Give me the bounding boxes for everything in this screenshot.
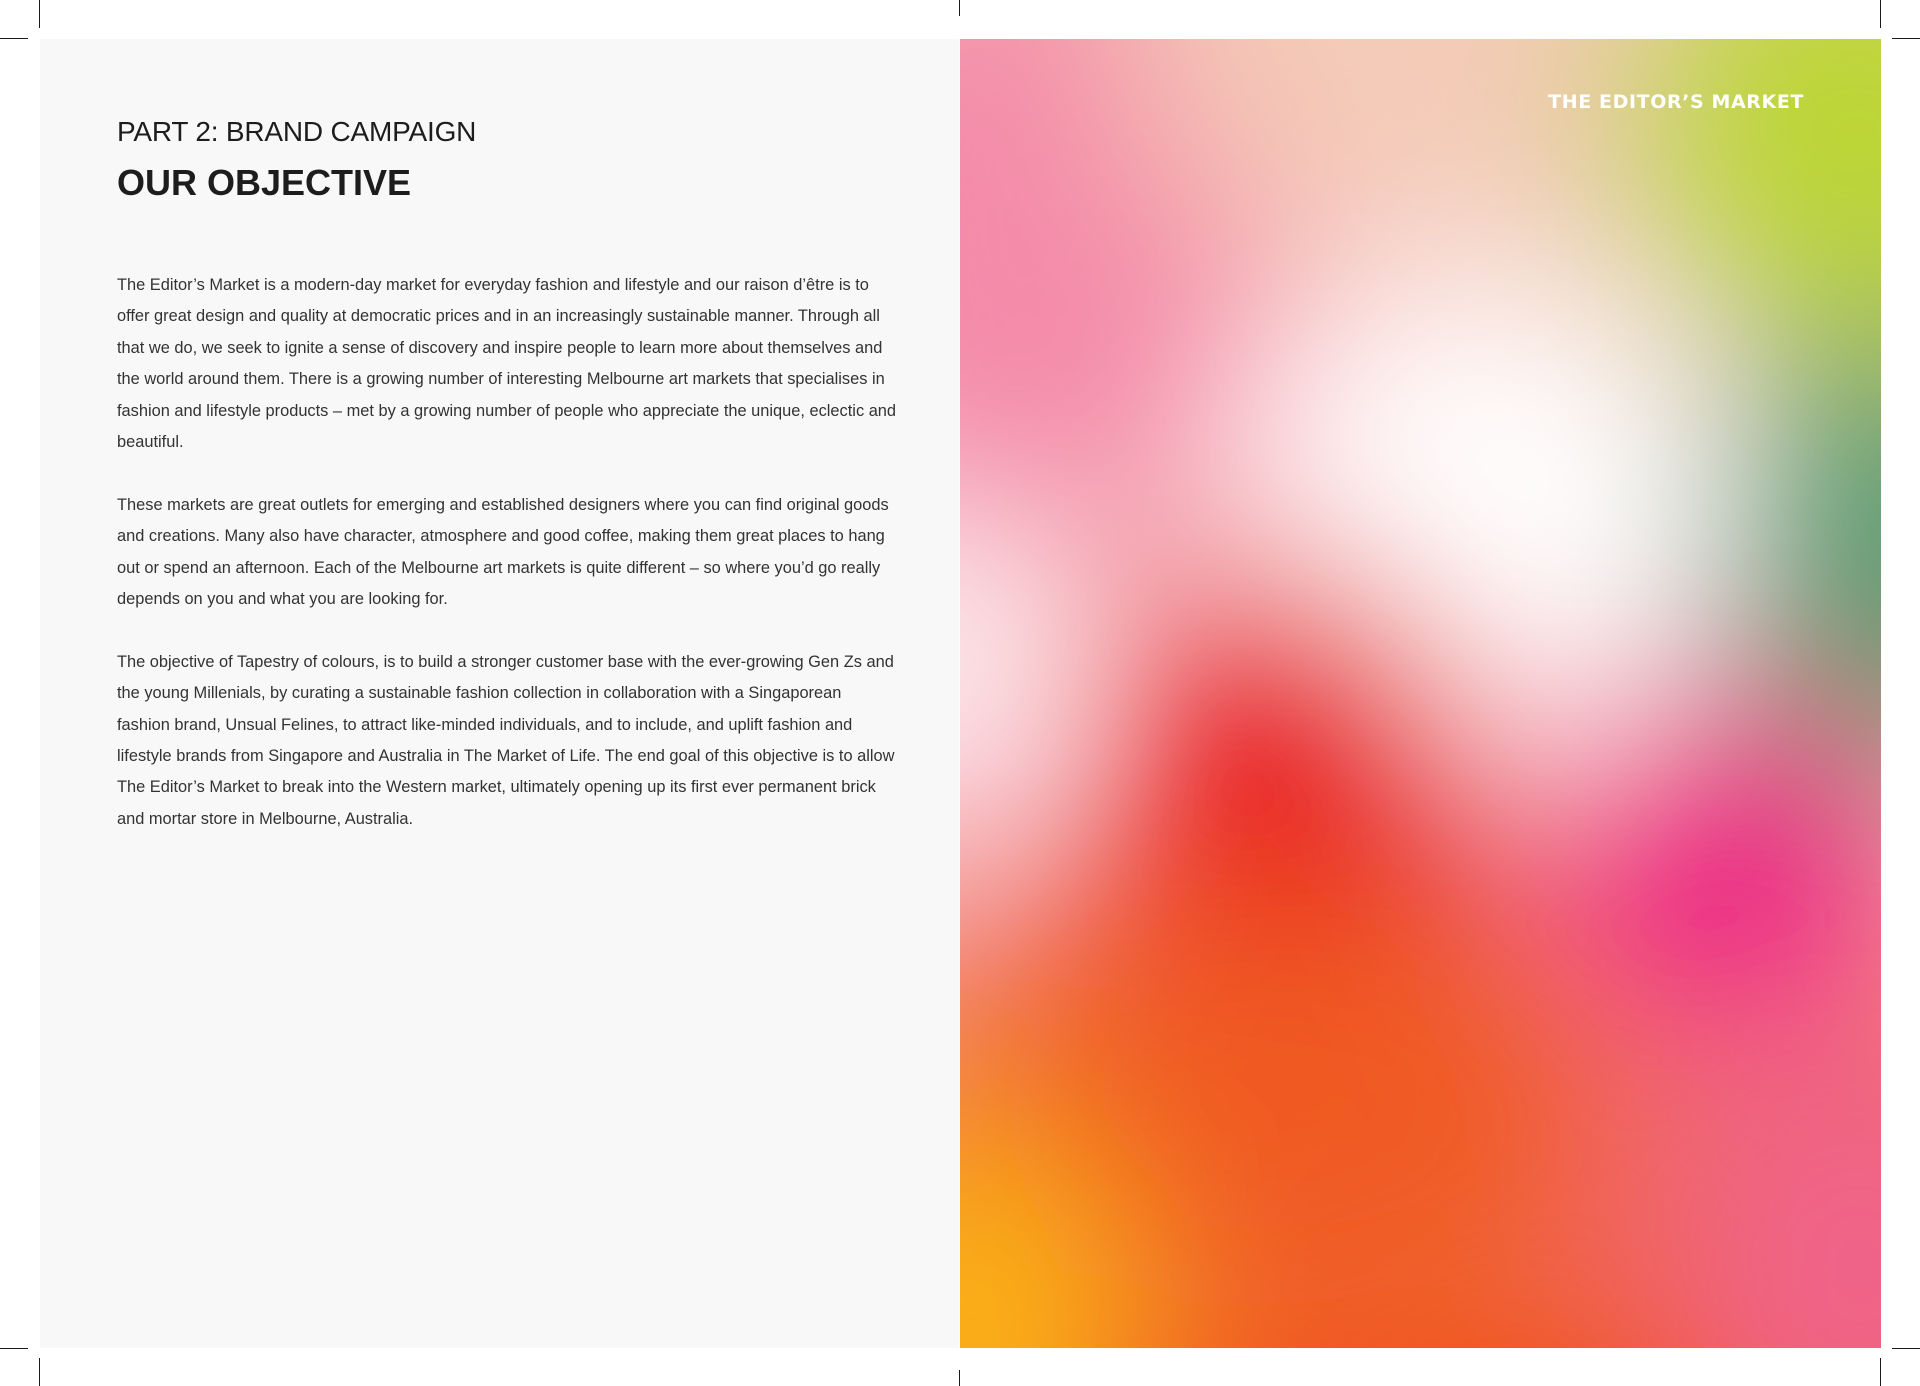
crop-mark <box>959 1370 960 1386</box>
section-title: OUR OBJECTIVE <box>117 162 412 203</box>
part-label: PART 2: BRAND CAMPAIGN <box>117 116 477 147</box>
paragraph: The Editor’s Market is a modern-day market for everyday fashion and lifestyle and our raison d’être is to offer great design and quality at democratic prices and in an increasingly sustainable manner. Through all that we do, we seek to ignite a sense of discovery and inspire people to learn more about themselves and the world around them. There is a growing number of interesting Melbourne art markets that specialises in fashion and lifestyle products – met by a growing number of people who appreciate the unique, eclectic and beautiful. <box>117 276 897 452</box>
brand-name: THE EDITOR’S MARKET <box>1548 91 1804 113</box>
crop-mark <box>0 1348 28 1349</box>
crop-mark <box>1892 1348 1920 1349</box>
gradient-artwork <box>960 39 1881 1348</box>
body-copy <box>117 270 897 867</box>
paragraph: The objective of Tapestry of colours, is to build a stronger customer base with the ever-growing Gen Zs and the young Millenials, by curating a sustainable fashion collection in collaboration with a Singaporean fashion brand, Unsual Felines, to attract like-minded individuals, and to include, and uplift fashion and lifestyle brands from Singapore and Australia in The Market of Life. The end goal of this objective is to allow The Editor’s Market to break into the Western market, ultimately opening up its first ever permanent brick and mortar store in Melbourne, Australia. <box>117 652 895 828</box>
crop-mark <box>1880 1358 1881 1386</box>
left-page <box>40 39 959 1348</box>
crop-mark <box>0 38 28 39</box>
crop-mark <box>959 0 960 16</box>
crop-mark <box>1892 38 1920 39</box>
crop-mark <box>39 1358 40 1386</box>
crop-mark <box>39 0 40 28</box>
paragraph: These markets are great outlets for emerging and established designers where you can find original goods and creations. Many also have character, atmosphere and good coffee, making them great places to hang out or spend an afternoon. Each of the Melbourne art markets is quite different – so where you’d go really depends on you and what you are looking for. <box>117 495 889 609</box>
right-page <box>960 39 1881 1348</box>
crop-mark <box>1880 0 1881 28</box>
